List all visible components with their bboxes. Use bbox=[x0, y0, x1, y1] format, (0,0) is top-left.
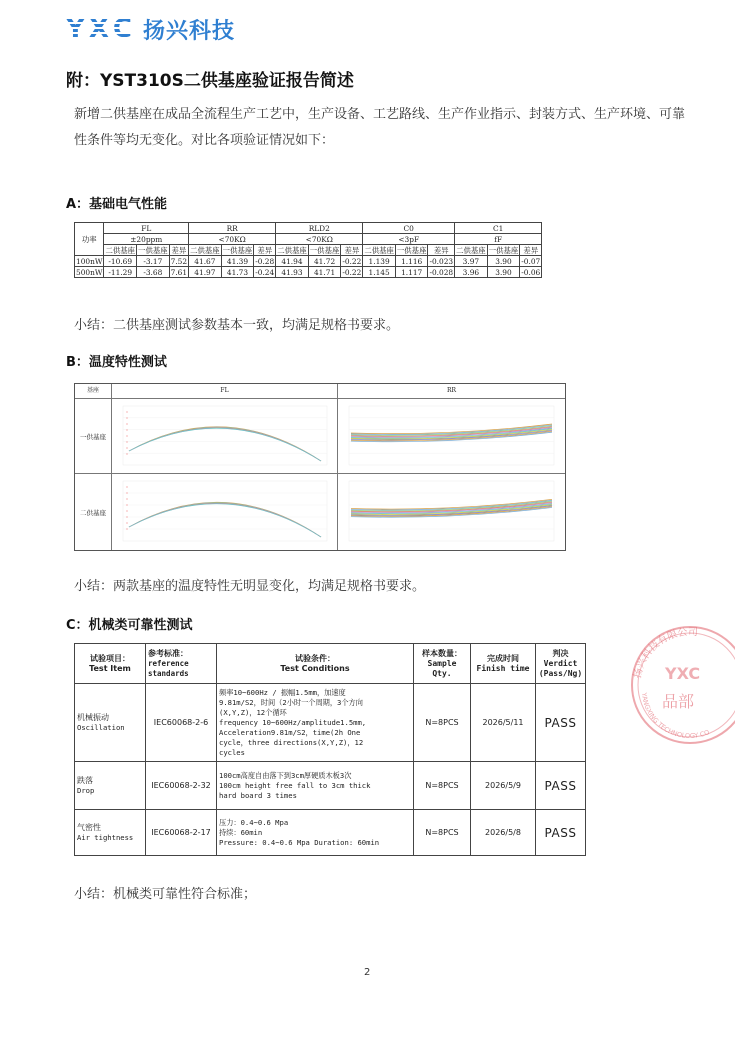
condition-line: 频率10~600Hz / 振幅1.5mm，加速度 bbox=[219, 687, 346, 697]
value-cell: 3.96 bbox=[455, 267, 488, 278]
table-row bbox=[75, 762, 586, 810]
header-base: 基座 bbox=[75, 384, 112, 399]
section-b-summary: 小结：两款基座的温度特性无明显变化，均满足规格书要求。 bbox=[74, 579, 426, 594]
header-verdict-cn: 判决 bbox=[552, 648, 569, 658]
condition-line: hard board 3 times bbox=[219, 790, 297, 800]
rr-curve-plot-supplier1 bbox=[341, 402, 562, 471]
group-c1-spec: fF bbox=[455, 234, 542, 245]
value-cell: 3.90 bbox=[487, 256, 520, 267]
group-fl-spec: ±20ppm bbox=[104, 234, 189, 245]
finish-cell: 2026/5/8 bbox=[471, 810, 536, 856]
qty-cell: N=8PCS bbox=[414, 762, 471, 810]
intro-paragraph: 新增二供基座在成品全流程生产工艺中，生产设备、工艺路线、生产作业指示、封装方式、生产环境、可靠性条件等均无变化。对比各项验证情况如下： bbox=[74, 107, 686, 148]
axis-marker bbox=[126, 423, 127, 424]
value-cell: -3.17 bbox=[137, 256, 170, 267]
subheader-cell: 差异 bbox=[341, 245, 363, 256]
condition-line: 压力：0.4~0.6 Mpa bbox=[219, 817, 289, 827]
subheader-cell: 二供基座 bbox=[190, 245, 220, 255]
condition-line: 100cm height free fall to 3cm thick bbox=[219, 780, 371, 790]
header-reference bbox=[146, 644, 217, 684]
value-cell: 7.52 bbox=[170, 256, 188, 266]
axis-marker bbox=[126, 411, 127, 412]
company-seal-stamp bbox=[620, 615, 735, 745]
header-item-cn: 试验项目： bbox=[90, 653, 130, 663]
header-time-cn: 完成时间 bbox=[487, 653, 519, 663]
condition-line: (X,Y,Z)，12个循环 bbox=[219, 707, 287, 717]
group-rld2-spec: <70KΩ bbox=[276, 234, 363, 245]
qty-cell: N=8PCS bbox=[414, 684, 471, 762]
subheader-cell: 二供基座 bbox=[105, 245, 136, 255]
logo-letter-c: C bbox=[112, 14, 133, 44]
item-cn: 跌落 bbox=[77, 776, 93, 785]
value-cell: 1.116 bbox=[395, 256, 428, 267]
item-cn: 机械振动 bbox=[77, 713, 109, 722]
stamp-text-dept: 品部 bbox=[662, 692, 695, 711]
fl-curve-plot-supplier1 bbox=[115, 402, 335, 471]
standard-cell: IEC60068-2-32 bbox=[146, 762, 217, 810]
item-cell bbox=[75, 762, 146, 810]
logo-mark bbox=[66, 14, 133, 44]
header-qty-cn: 样本数量： bbox=[422, 648, 462, 658]
header-qty bbox=[414, 644, 471, 684]
subheader-cell: 二供基座 bbox=[456, 245, 486, 255]
value-cell: -0.24 bbox=[255, 267, 275, 277]
value-cell: -0.22 bbox=[342, 256, 362, 266]
header-item-en: Test Item bbox=[89, 663, 131, 673]
verdict-cell: PASS bbox=[536, 810, 586, 856]
finish-cell: 2026/5/11 bbox=[471, 684, 536, 762]
group-rr-spec: <70KΩ bbox=[189, 234, 276, 245]
stamp-text-mid: YXC bbox=[665, 664, 701, 683]
logo-letter-y: Y bbox=[66, 14, 86, 44]
axis-marker bbox=[126, 498, 127, 499]
axis-marker bbox=[126, 528, 127, 529]
condition-line: cycles bbox=[219, 747, 245, 757]
header-std-cn: 参考标准： bbox=[148, 648, 188, 658]
value-cell: -10.69 bbox=[104, 256, 137, 267]
subheader-cell: 一供基座 bbox=[396, 245, 427, 255]
value-cell: -11.29 bbox=[104, 267, 137, 278]
value-cell: -0.023 bbox=[429, 256, 454, 266]
value-cell: 1.139 bbox=[363, 256, 396, 267]
mechanical-reliability-table bbox=[74, 643, 586, 856]
header-qty-en: Sample Qty. bbox=[427, 658, 457, 678]
header-verdict bbox=[536, 644, 586, 684]
verdict-cell: PASS bbox=[536, 762, 586, 810]
axis-marker bbox=[126, 429, 127, 430]
group-rr-name: RR bbox=[189, 223, 276, 234]
table-row bbox=[75, 267, 542, 278]
header-finish bbox=[471, 644, 536, 684]
condition-line: 持续：60min bbox=[219, 827, 263, 837]
subheader-cell: 差异 bbox=[254, 245, 276, 256]
item-cell bbox=[75, 810, 146, 856]
header-verdict-en: Verdict (Pass/Ng) bbox=[538, 658, 583, 678]
condition-line: frequency 10~600Hz/amplitude1.5mm, bbox=[219, 717, 367, 727]
value-cell: -0.28 bbox=[255, 256, 275, 266]
axis-marker bbox=[126, 435, 127, 436]
conditions-cell bbox=[217, 762, 414, 810]
qty-cell: N=8PCS bbox=[414, 810, 471, 856]
header-cond-en: Test Conditions bbox=[280, 663, 350, 673]
row-label-supplier2: 二供基座 bbox=[75, 474, 112, 550]
table-row bbox=[75, 256, 542, 267]
value-cell: 41.73 bbox=[221, 267, 254, 278]
row-label-supplier1: 一供基座 bbox=[75, 399, 112, 474]
value-cell: 41.39 bbox=[221, 256, 254, 267]
group-rld2-name: RLD2 bbox=[276, 223, 363, 234]
group-fl-name: FL bbox=[104, 223, 189, 234]
company-name: 扬兴科技 bbox=[142, 18, 235, 44]
fl-curve bbox=[129, 503, 321, 537]
section-a-title: A：基础电气性能 bbox=[66, 197, 168, 212]
value-cell: 3.90 bbox=[487, 267, 520, 278]
value-cell: 7.61 bbox=[170, 267, 188, 277]
item-cn: 气密性 bbox=[77, 823, 101, 832]
axis-marker bbox=[126, 492, 127, 493]
page-number: 2 bbox=[364, 967, 371, 978]
value-cell: 1.145 bbox=[363, 267, 396, 278]
finish-cell: 2026/5/9 bbox=[471, 762, 536, 810]
condition-line: 100cm高度自由落下到3cm厚硬质木板3次 bbox=[219, 770, 352, 780]
stamp-text-bottom: YANGXING TECHNOLOGY CO bbox=[640, 692, 711, 741]
fl-curve bbox=[129, 503, 321, 537]
logo-letter-x: X bbox=[88, 14, 110, 44]
axis-marker bbox=[126, 417, 127, 418]
header-test-item bbox=[75, 644, 146, 684]
value-cell: 41.67 bbox=[189, 256, 222, 267]
axis-marker bbox=[126, 510, 127, 511]
header-cond-cn: 试验条件： bbox=[295, 653, 335, 663]
subheader-cell: 二供基座 bbox=[364, 245, 394, 255]
subheader-cell: 差异 bbox=[520, 245, 542, 256]
company-logo bbox=[66, 14, 235, 44]
condition-line: Acceleration9.81m/S2，time(2h One bbox=[219, 727, 361, 737]
value-cell: 1.117 bbox=[395, 267, 428, 278]
standard-cell: IEC60068-2-17 bbox=[146, 810, 217, 856]
table-row bbox=[75, 810, 586, 856]
axis-marker bbox=[126, 504, 127, 505]
plot-frame bbox=[123, 481, 327, 541]
section-a-summary: 小结：二供基座测试参数基本一致，均满足规格书要求。 bbox=[74, 318, 400, 333]
subheader-cell: 一供基座 bbox=[222, 245, 253, 255]
page-title: 附：YST310S二供基座验证报告简述 bbox=[66, 71, 354, 91]
value-cell: 41.72 bbox=[308, 256, 341, 267]
item-en: Oscillation bbox=[77, 723, 125, 732]
axis-marker bbox=[126, 486, 127, 487]
axis-marker bbox=[126, 447, 127, 448]
subheader-cell: 一供基座 bbox=[138, 245, 168, 255]
condition-line: 9.81m/S2，时间（2小时一个周期，3个方向 bbox=[219, 697, 363, 707]
value-cell: -3.68 bbox=[137, 267, 170, 278]
table-row bbox=[75, 684, 586, 762]
subheader-row bbox=[75, 245, 542, 256]
condition-line: cycle，three directions(X,Y,Z)，12 bbox=[219, 737, 364, 747]
subheader-cell: 一供基座 bbox=[309, 245, 340, 255]
item-cell bbox=[75, 684, 146, 762]
rr-curve-plot-supplier2 bbox=[341, 477, 562, 547]
standard-cell: IEC60068-2-6 bbox=[146, 684, 217, 762]
section-c-title: C：机械类可靠性测试 bbox=[66, 618, 193, 633]
fl-curve bbox=[129, 427, 321, 461]
verdict-cell: PASS bbox=[536, 684, 586, 762]
condition-line: Pressure: 0.4~0.6 Mpa Duration: 60min bbox=[219, 837, 380, 847]
axis-marker bbox=[126, 441, 127, 442]
header-time-en: Finish time bbox=[476, 663, 530, 673]
value-cell: 41.97 bbox=[189, 267, 222, 278]
plot-frame bbox=[123, 406, 327, 465]
section-b-title: B：温度特性测试 bbox=[66, 355, 167, 370]
subheader-cell: 差异 bbox=[169, 245, 188, 256]
header-fl: FL bbox=[112, 384, 338, 399]
subheader-cell: 差异 bbox=[428, 245, 455, 256]
section-c-summary: 小结：机械类可靠性符合标准； bbox=[74, 887, 257, 902]
value-cell: -0.06 bbox=[521, 267, 541, 277]
fl-curve bbox=[129, 427, 321, 461]
axis-marker bbox=[126, 516, 127, 517]
header-rr: RR bbox=[338, 384, 565, 399]
value-cell: 3.97 bbox=[455, 256, 488, 267]
conditions-cell bbox=[217, 684, 414, 762]
header-std-en: reference standards bbox=[148, 658, 189, 678]
value-cell: 41.94 bbox=[276, 256, 309, 267]
subheader-cell: 一供基座 bbox=[488, 245, 519, 255]
axis-marker bbox=[126, 522, 127, 523]
row-label: 500nW bbox=[76, 267, 103, 277]
stamp-text-top: 扬兴科技有限公司 bbox=[632, 626, 699, 680]
conditions-cell bbox=[217, 810, 414, 856]
value-cell: -0.028 bbox=[429, 267, 454, 277]
fl-curve-plot-supplier2 bbox=[115, 477, 335, 547]
fl-curve bbox=[129, 427, 321, 461]
item-en: Drop bbox=[77, 786, 95, 795]
row-label: 100nW bbox=[76, 256, 103, 266]
item-en: Air tightness bbox=[77, 833, 134, 842]
value-cell: -0.07 bbox=[521, 256, 541, 266]
value-cell: 41.71 bbox=[308, 267, 341, 278]
temperature-chart-grid bbox=[74, 383, 566, 551]
header-conditions bbox=[217, 644, 414, 684]
group-c0-spec: <3pF bbox=[363, 234, 455, 245]
group-c0-name: C0 bbox=[363, 223, 455, 234]
electrical-performance-table bbox=[74, 222, 542, 278]
axis-marker bbox=[126, 453, 127, 454]
value-cell: -0.22 bbox=[342, 267, 362, 277]
fl-curve bbox=[129, 502, 321, 537]
power-header: 功率 bbox=[75, 223, 104, 256]
group-c1-name: C1 bbox=[455, 223, 542, 234]
value-cell: 41.93 bbox=[276, 267, 309, 278]
subheader-cell: 二供基座 bbox=[277, 245, 307, 255]
